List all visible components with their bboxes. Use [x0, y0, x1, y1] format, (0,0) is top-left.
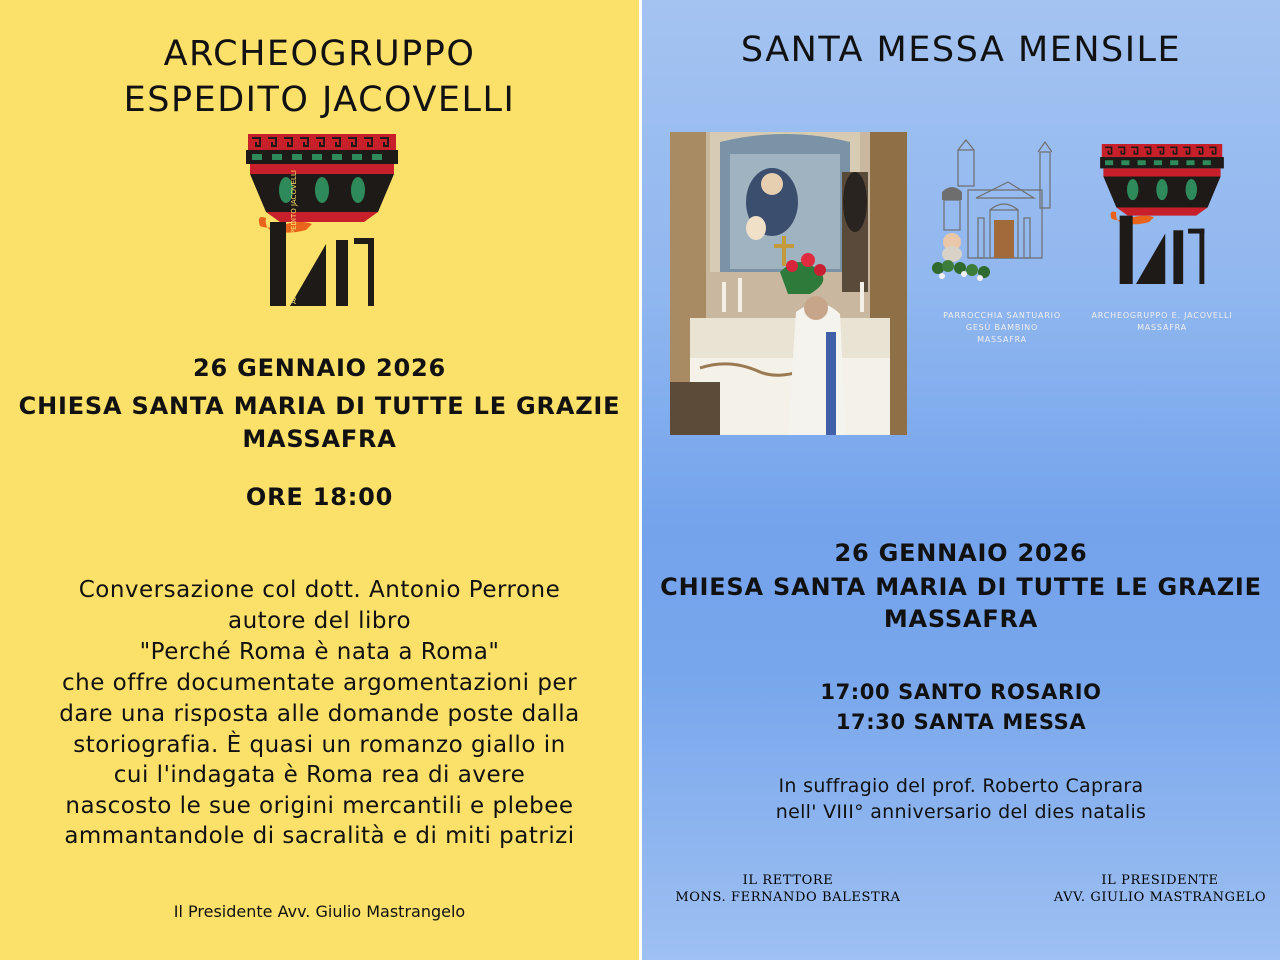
- body-line: nascosto le sue origini mercantili e plebee: [65, 793, 574, 819]
- event-date: 26 GENNAIO 2026: [834, 539, 1088, 567]
- signature-name: AVV. GIULIO MASTRANGELO: [1053, 890, 1267, 905]
- poster-title-line1: ARCHEOGRUPPO: [163, 34, 476, 74]
- president-signature: [1040, 872, 1280, 906]
- archeogruppo-logo: [246, 134, 398, 306]
- archeogruppo-logo-small: [1100, 144, 1224, 284]
- altar-photo: [670, 132, 907, 435]
- body-line: cui l'indagata è Roma rea di avere: [113, 762, 526, 788]
- event-city: MASSAFRA: [242, 425, 397, 453]
- caption-line: MASSAFRA: [1137, 323, 1187, 332]
- parish-logo: [932, 138, 1052, 290]
- caption-line: PARROCCHIA SANTUARIO: [943, 311, 1061, 320]
- event-date: 26 GENNAIO 2026: [192, 354, 447, 382]
- dedication-line: In suffragio del prof. Roberto Caprara: [778, 775, 1144, 797]
- caption-line: MASSAFRA: [977, 335, 1027, 344]
- body-line: "Perché Roma è nata a Roma": [139, 639, 500, 665]
- event-church: CHIESA SANTA MARIA DI TUTTE LE GRAZIE: [660, 573, 1262, 601]
- archeogruppo-logo-caption: [1082, 310, 1242, 334]
- caption-line: GESÙ BAMBINO: [965, 323, 1039, 332]
- event-city: MASSAFRA: [883, 605, 1039, 633]
- left-poster: [0, 0, 639, 960]
- logo-vertical-text: ARCHEOGRUPPO ESPEDITO JACOVELLI: [290, 170, 298, 304]
- president-signature: Il Presidente Avv. Giulio Mastrangelo: [173, 902, 466, 921]
- event-church: CHIESA SANTA MARIA DI TUTTE LE GRAZIE: [18, 392, 621, 420]
- body-line: ammantandole di sacralità e di miti patrizi: [64, 823, 575, 849]
- signature-role: IL RETTORE: [742, 873, 834, 888]
- poster-title: SANTA MESSA MENSILE: [740, 30, 1182, 70]
- caption-line: ARCHEOGRUPPO E. JACOVELLI: [1091, 311, 1233, 320]
- body-line: storiografia. È quasi un romanzo giallo in: [73, 732, 566, 758]
- body-line: autore del libro: [227, 608, 412, 634]
- schedule-rosary: 17:00 SANTO ROSARIO: [820, 680, 1102, 704]
- body-line: che offre documentate argomentazioni per: [61, 670, 578, 696]
- schedule-mass: 17:30 SANTA MESSA: [835, 710, 1087, 734]
- poster-title-line2: ESPEDITO JACOVELLI: [123, 80, 516, 120]
- rector-signature: [656, 872, 920, 906]
- body-line: dare una risposta alle domande poste dalla: [59, 701, 580, 727]
- signature-name: MONS. FERNANDO BALESTRA: [675, 890, 901, 905]
- body-line: Conversazione col dott. Antonio Perrone: [78, 577, 561, 603]
- parish-logo-caption: [934, 310, 1070, 346]
- right-poster: [642, 0, 1280, 960]
- signature-role: IL PRESIDENTE: [1101, 873, 1219, 888]
- dedication-line: nell' VIII° anniversario del dies natalis: [775, 801, 1147, 823]
- event-time: ORE 18:00: [245, 483, 394, 511]
